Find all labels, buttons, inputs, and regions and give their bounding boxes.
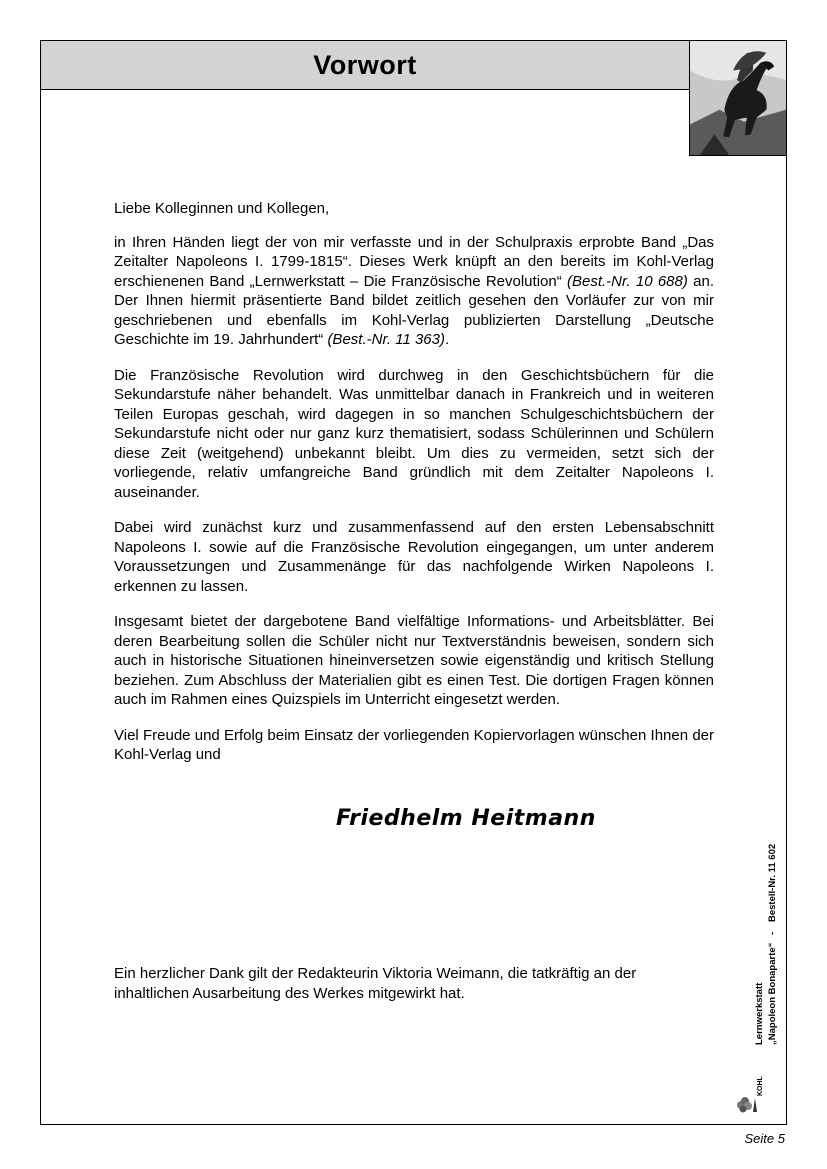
signature: Friedhelm Heitmann (336, 806, 596, 831)
p1-text-a: in Ihren Händen liegt der von mir verfasste und in der Schulpraxis erprobte Band „Das Zeitalter Napoleons I. 1799-1815“. Dieses Werk knüpft an den bereits im Kohl-Verlag erschienenen Band „Lernwerkstatt – Die Französische Revolution“ (114, 233, 714, 290)
title-bar (40, 40, 690, 90)
acknowledgement: Ein herzlicher Dank gilt der Redakteurin Viktoria Weimann, die tatkräftig an der inhaltlichen Ausarbeitung des Werkes mitgewirkt hat. (114, 965, 637, 1002)
logo-text: KOHL (757, 1076, 764, 1096)
sidebar-order-number: Bestell-Nr. 11 602 (767, 843, 778, 922)
p1-text-c: . (444, 331, 450, 348)
sidebar-book-title: „Napoleon Bonaparte“ (767, 942, 778, 1045)
sidebar-separator: - (767, 931, 778, 935)
paragraph-3: Dabei wird zunächst kurz und zusammenfassend auf den ersten Lebensabschnitt Napoleons I. sowie auf die Französische Revolution eingegangen, um unter anderem Voraussetzungen und Zusammenänge für das nachfolgende Wirken Napoleons I. erkennen zu lassen. (114, 519, 714, 595)
paragraph-5: Viel Freude und Erfolg beim Einsatz der vorliegenden Kopiervorlagen wünschen Ihnen der Kohl-Verlag und (114, 726, 714, 763)
paragraph-2: Die Französische Revolution wird durchweg in den Geschichtsbüchern für die Sekundarstufe näher behandelt. Was unmittelbar danach in Frankreich und in weiteren Teilen Europas geschah, wird dagegen in so manchen Schulgeschichtsbüchern der Sekundarstufe nicht oder nur ganz kurz thematisiert, sodass Schülerinnen und Schülern diese Zeit (weitgehend) unbekannt bleibt. Um dies zu vermeiden, setzt sich der vorliegende, relativ umfangreiche Band gründlich mit dem Zeitalter Napoleons I. auseinander. (114, 366, 714, 501)
letter-body (114, 199, 714, 773)
p1-text-b: an. Der Ihnen hiermit präsentierte Band bildet zeitlich gesehen den Vorläufer zur von mir geschriebenen und ebenfalls im Kohl-Verlag publizierten Darstellung „Deutsche Geschichte im 19. Jahrhundert“ (114, 272, 714, 348)
napoleon-portrait-icon (689, 40, 787, 156)
p1-order-ref-1: (Best.-Nr. 10 688) (566, 272, 688, 290)
paragraph-1 (114, 233, 714, 350)
paragraph-4: Insgesamt bietet der dargebotene Band vielfältige Informations- und Arbeitsblätter. Bei deren Bearbeitung sollen die Schüler nicht nur Textverständnis beweisen, sondern sich auch in historische Situationen hineinversetzen sowie eigenständig und kritisch Stellung beziehen. Zum Abschluss der Materialien gibt es einen Test. Die dortigen Fragen können auch im Rahmen eines Quizspiels im Unterricht eingesetzt werden. (114, 613, 714, 708)
page-number: Seite 5 (744, 1131, 785, 1146)
kohl-verlag-logo-icon (733, 1060, 773, 1115)
page-title: Vorwort (313, 49, 417, 80)
sidebar-series: Lernwerkstatt (754, 982, 765, 1045)
salutation: Liebe Kolleginnen und Kollegen, (114, 200, 330, 217)
p1-order-ref-2: (Best.-Nr. 11 363) (327, 331, 445, 348)
